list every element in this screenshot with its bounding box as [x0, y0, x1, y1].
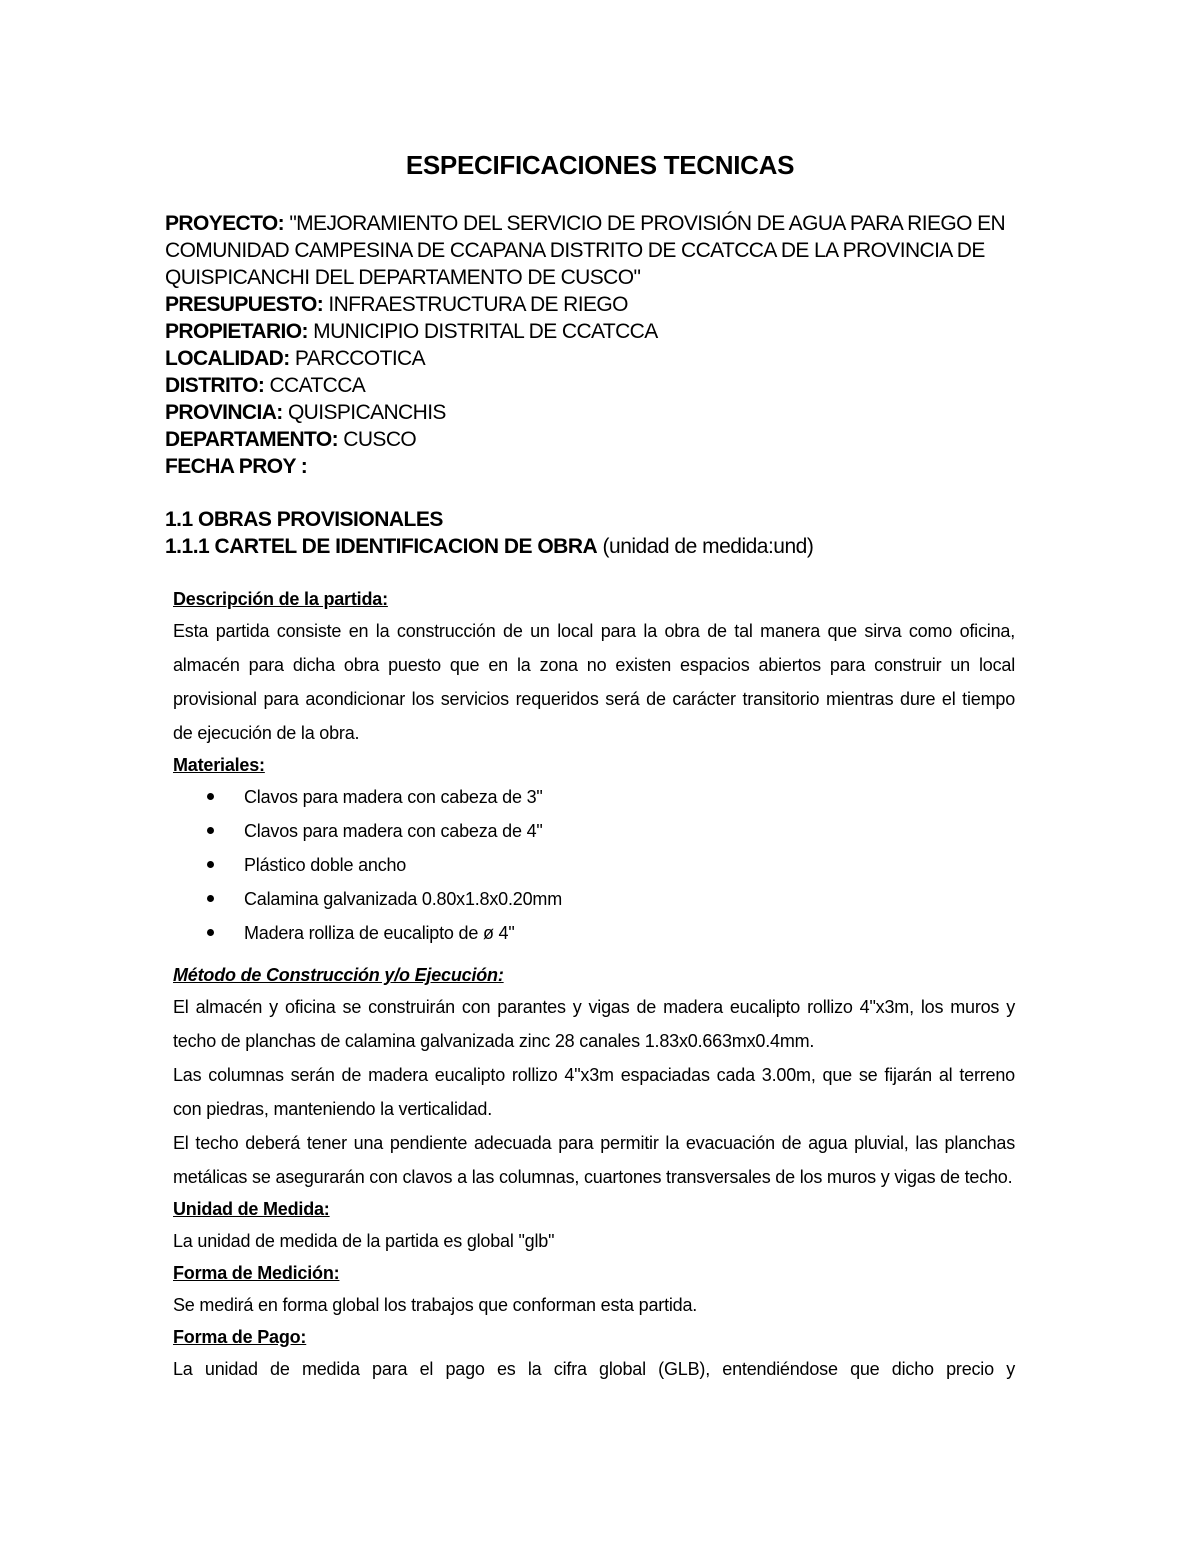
distrito-value: CCATCCA: [269, 374, 366, 397]
forma-pago-text: La unidad de medida para el pago es la cifra global (GLB), entendiéndose que dicho precio y: [173, 1359, 1015, 1379]
materiales-heading: Materiales:: [173, 755, 265, 775]
proyecto-value: "MEJORAMIENTO DEL SERVICIO DE PROVISIÓN DE AGUA PARA RIEGO EN COMUNIDAD CAMPESINA DE CCAPANA DISTRITO DE CCATCCA DE LA PROVINCIA DE QUISPICANCHI DEL DEPARTAMENTO DE CUSCO": [165, 212, 1006, 289]
departamento-label: DEPARTAMENTO:: [165, 428, 339, 451]
propietario-label: PROPIETARIO:: [165, 320, 308, 343]
provincia-value: QUISPICANCHIS: [287, 401, 446, 424]
project-header: [165, 210, 1125, 480]
forma-pago-heading: Forma de Pago:: [173, 1327, 307, 1347]
list-item: Plástico doble ancho: [207, 848, 1015, 882]
subheading-unit: (unidad de medida:und): [602, 535, 814, 558]
metodo-paragraph-1: El almacén y oficina se construirán con parantes y vigas de madera eucalipto rollizo 4"x3m, los muros y techo de planchas de calamina galvanizada zinc 28 canales 1.83x0.663mx0.4mm.: [173, 997, 1015, 1051]
forma-medicion-text: Se medirá en forma global los trabajos que conforman esta partida.: [173, 1295, 698, 1315]
distrito-label: DISTRITO:: [165, 374, 265, 397]
forma-medicion-heading: Forma de Medición:: [173, 1263, 340, 1283]
section-subheading: [165, 533, 813, 560]
document-title: ESPECIFICACIONES TECNICAS: [405, 150, 795, 180]
bullet-icon: [207, 793, 214, 800]
localidad-value: PARCCOTICA: [294, 347, 426, 370]
proyecto-row: [165, 210, 1125, 291]
bullet-icon: [207, 895, 214, 902]
departamento-value: CUSCO: [343, 428, 417, 451]
descripcion-text: Esta partida consiste en la construcción de un local para la obra de tal manera que sirva como oficina, almacén para dicha obra puesto que en la zona no existen espacios abiertos para construir un local provisional para acondicionar los servicios requeridos será de carácter transitorio mientras dure el tiempo de ejecución de la obra.: [173, 621, 1015, 743]
bullet-icon: [207, 929, 214, 936]
bullet-icon: [207, 827, 214, 834]
proyecto-label: PROYECTO:: [165, 212, 285, 235]
fecha-label: FECHA PROY :: [165, 455, 308, 478]
descripcion-heading: Descripción de la partida:: [173, 589, 388, 609]
presupuesto-row: [165, 291, 1125, 318]
metodo-heading: Método de Construcción y/o Ejecución:: [173, 965, 504, 985]
list-item: Clavos para madera con cabeza de 3": [207, 780, 1015, 814]
section-heading-block: [165, 506, 813, 560]
departamento-row: [165, 426, 1125, 453]
spacer: [173, 950, 1015, 960]
subheading-title: 1.1.1 CARTEL DE IDENTIFICACION DE OBRA: [165, 535, 598, 558]
unidad-heading: Unidad de Medida:: [173, 1199, 330, 1219]
distrito-row: [165, 372, 1125, 399]
metodo-paragraph-2: Las columnas serán de madera eucalipto rollizo 4"x3m espaciadas cada 3.00m, que se fijarán al terreno con piedras, manteniendo la verticalidad.: [173, 1065, 1015, 1119]
fecha-row: [165, 453, 1125, 480]
unidad-text: La unidad de medida de la partida es global "glb": [173, 1231, 555, 1251]
localidad-row: [165, 345, 1125, 372]
presupuesto-label: PRESUPUESTO:: [165, 293, 324, 316]
provincia-row: [165, 399, 1125, 426]
propietario-row: [165, 318, 1125, 345]
presupuesto-value: INFRAESTRUCTURA DE RIEGO: [328, 293, 628, 316]
propietario-value: MUNICIPIO DISTRITAL DE CCATCCA: [313, 320, 658, 343]
list-item: Madera rolliza de eucalipto de ø 4": [207, 916, 1015, 950]
metodo-paragraph-3: El techo deberá tener una pendiente adecuada para permitir la evacuación de agua pluvial, las planchas metálicas se asegurarán con clavos a las columnas, cuartones transversales de los muros y vigas de techo.: [173, 1133, 1015, 1187]
document-body: [173, 584, 1015, 1386]
list-item: Clavos para madera con cabeza de 4": [207, 814, 1015, 848]
section-heading: 1.1 OBRAS PROVISIONALES: [165, 508, 443, 531]
provincia-label: PROVINCIA:: [165, 401, 283, 424]
localidad-label: LOCALIDAD:: [165, 347, 290, 370]
bullet-icon: [207, 861, 214, 868]
materiales-list: [173, 780, 1015, 950]
list-item: Calamina galvanizada 0.80x1.8x0.20mm: [207, 882, 1015, 916]
